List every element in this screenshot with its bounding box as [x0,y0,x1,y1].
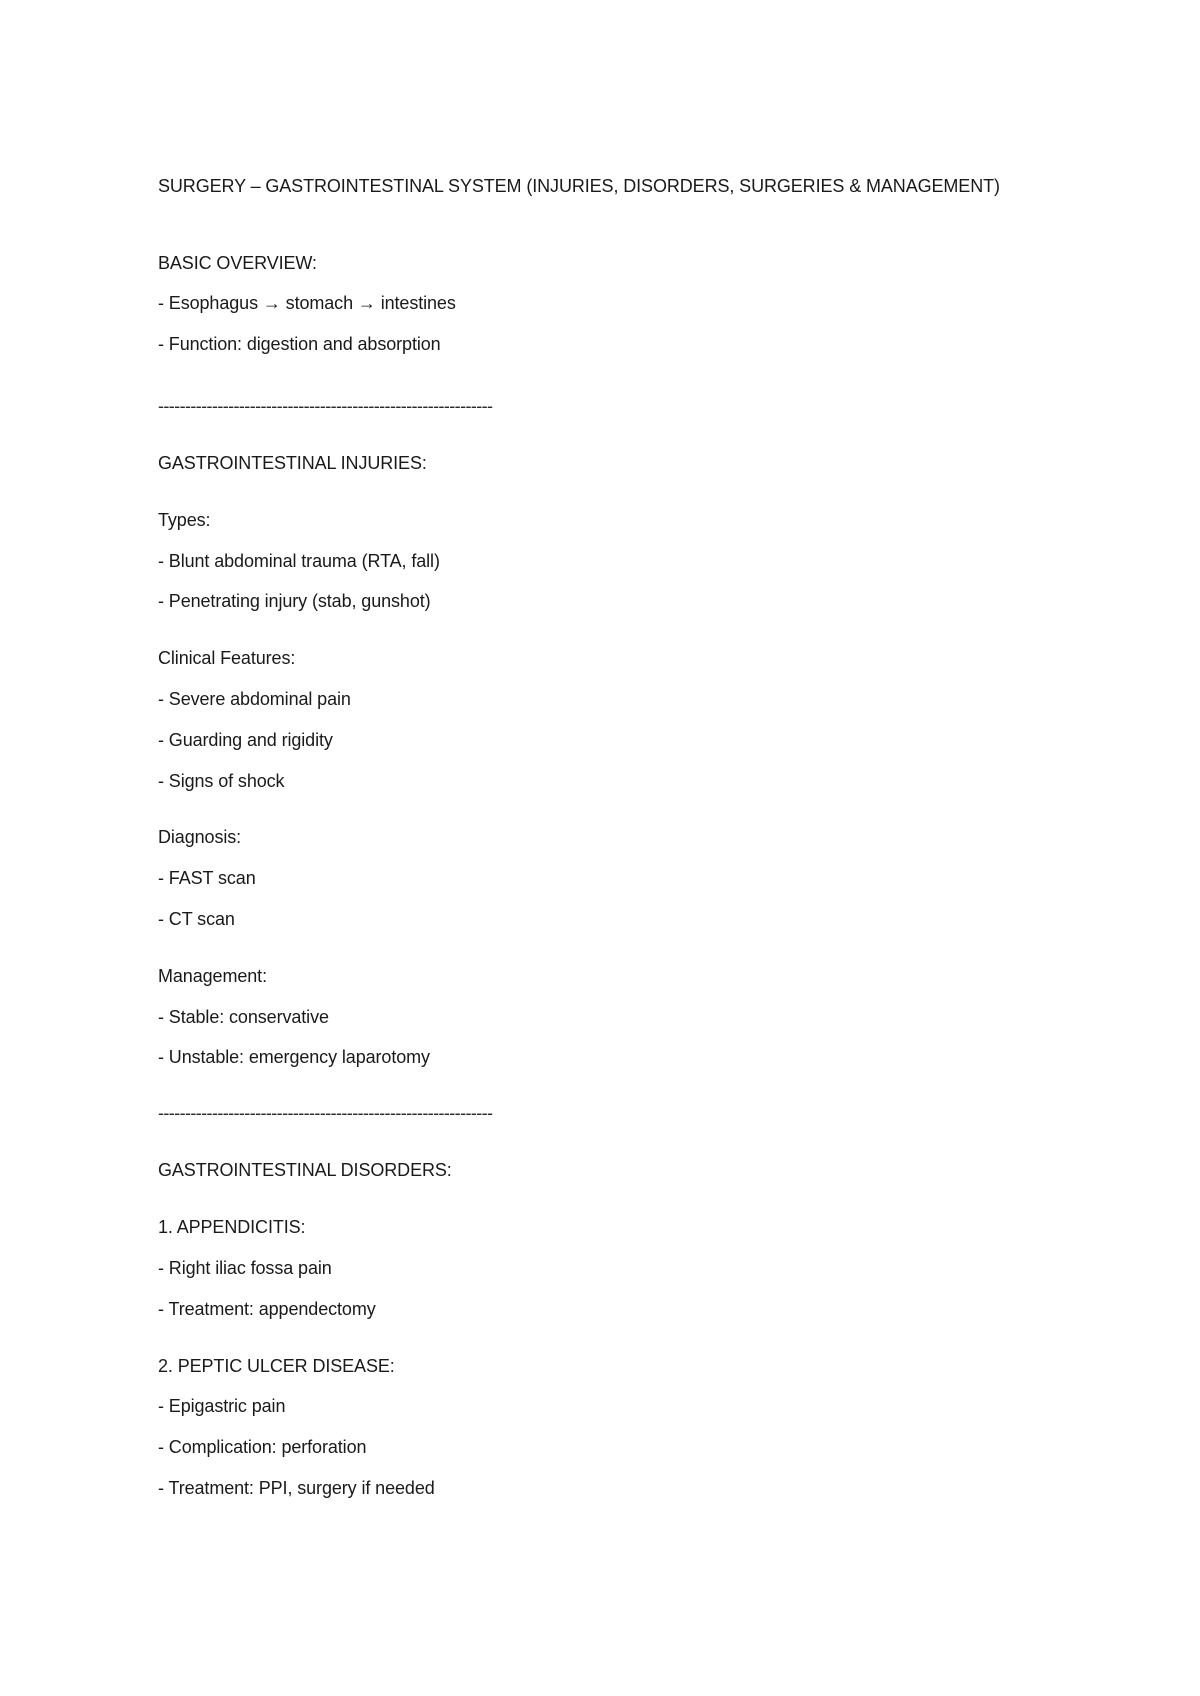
injuries-heading: GASTROINTESTINAL INJURIES: [158,453,427,473]
types-item: - Penetrating injury (stab, gunshot) [158,591,431,611]
basic-overview-heading: BASIC OVERVIEW: [158,253,317,273]
diagnosis-item: - CT scan [158,909,235,929]
basic-overview-item: - Esophagus → stomach → intestines [158,293,456,313]
diagnosis-subheading: Diagnosis: [158,827,242,847]
clinical-features-subheading: Clinical Features: [158,648,296,668]
types-subheading: Types: [158,510,211,530]
management-item: - Stable: conservative [158,1007,329,1027]
peptic-ulcer-item: - Complication: perforation [158,1437,367,1457]
appendicitis-item: - Right iliac fossa pain [158,1258,332,1278]
appendicitis-item: - Treatment: appendectomy [158,1299,376,1319]
appendicitis-subheading: 1. APPENDICITIS: [158,1217,306,1237]
clinical-features-item: - Signs of shock [158,771,285,791]
management-subheading: Management: [158,966,267,986]
disorders-heading: GASTROINTESTINAL DISORDERS: [158,1160,452,1180]
peptic-ulcer-subheading: 2. PEPTIC ULCER DISEASE: [158,1356,395,1376]
types-item: - Blunt abdominal trauma (RTA, fall) [158,551,440,571]
peptic-ulcer-item: - Epigastric pain [158,1396,286,1416]
clinical-features-item: - Severe abdominal pain [158,689,351,709]
peptic-ulcer-item: - Treatment: PPI, surgery if needed [158,1478,435,1498]
basic-overview-item: - Function: digestion and absorption [158,334,441,354]
diagnosis-item: - FAST scan [158,868,256,888]
management-item: - Unstable: emergency laparotomy [158,1047,430,1067]
document-title: SURGERY – GASTROINTESTINAL SYSTEM (INJURIES, DISORDERS, SURGERIES & MANAGEMENT) [158,176,1000,196]
section-divider: -------------------------------------------------------------- [158,396,493,416]
section-divider: -------------------------------------------------------------- [158,1103,493,1123]
clinical-features-item: - Guarding and rigidity [158,730,333,750]
